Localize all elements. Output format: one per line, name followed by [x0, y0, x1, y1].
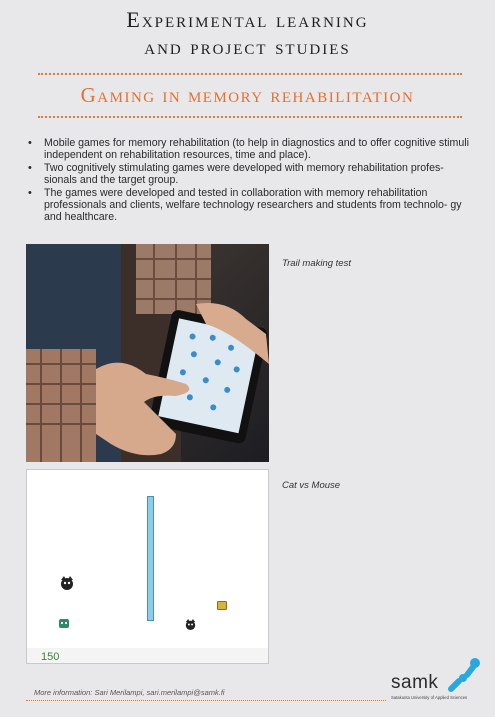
- tablet-photo-illustration: [26, 244, 269, 462]
- caption-cat-vs-mouse: Cat vs Mouse: [282, 480, 341, 491]
- samk-logo: [391, 655, 483, 707]
- contact-info: More information: Sari Merilampi, sari.merilampi@samk.fi: [34, 688, 225, 697]
- divider-bottom: [38, 116, 462, 118]
- samk-logo-text: samk: [391, 672, 439, 693]
- cat-sprite: [185, 617, 196, 635]
- caption-trail-making: Trail making test: [282, 258, 351, 269]
- footer-divider: [26, 700, 386, 701]
- game-screenshot: [26, 469, 269, 664]
- bullet-item: • Mobile games for memory rehabilitation (to help in diagnostics and to offer cognitive stimuli independent on rehabilitation resources, time and place).: [28, 137, 469, 162]
- samk-logo-subtext: Satakunta University of Applied Sciences: [391, 695, 468, 700]
- cheese-icon: [217, 601, 227, 610]
- game-score: 150: [41, 651, 60, 663]
- cheese-sprite: [217, 597, 227, 615]
- mouse-sprite: [58, 616, 70, 634]
- bullet-list: [26, 137, 478, 224]
- poster-title: [0, 6, 495, 60]
- divider-top: [38, 73, 462, 75]
- game-wall: [147, 496, 154, 621]
- tablet-photo: [26, 244, 269, 462]
- poster-subtitle: Gaming in memory rehabilitation: [80, 83, 415, 107]
- samk-logo-icon: [443, 655, 483, 695]
- bullet-item: • Two cognitively stimulating games were developed with memory rehabilitation profes- sionals and the target group.: [28, 161, 444, 187]
- cat-icon: [60, 576, 74, 590]
- mouse-icon: [58, 617, 70, 629]
- title-line-1: Experimental learning: [126, 7, 369, 32]
- cat-sprite: [60, 576, 74, 595]
- bullet-item: • The games were developed and tested in collaboration with memory rehabilitation professionals and clients, welfare technology researchers and students from technolo- gy and healthcare.: [28, 186, 462, 224]
- cat-icon: [185, 619, 196, 630]
- title-line-2: and project studies: [144, 34, 351, 59]
- score-bar: [27, 648, 268, 663]
